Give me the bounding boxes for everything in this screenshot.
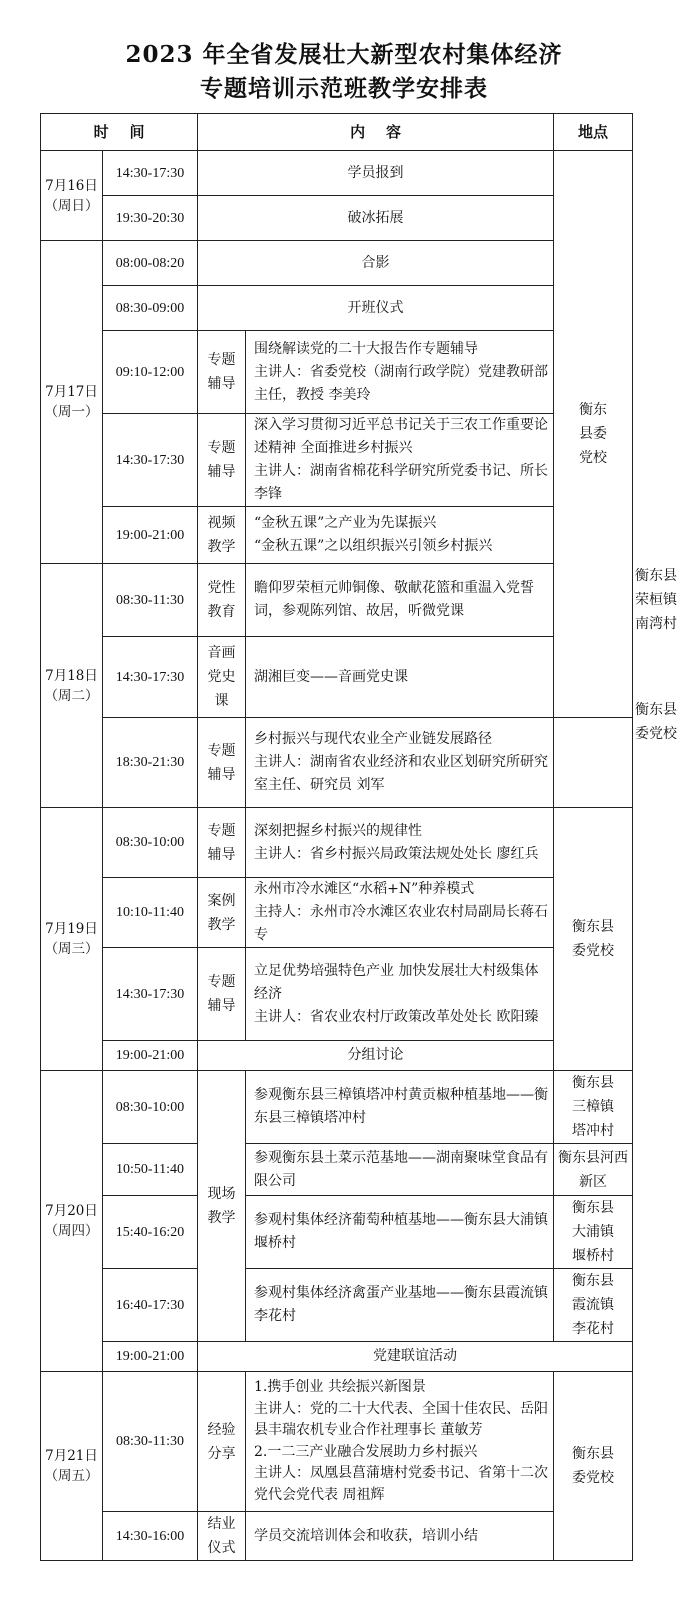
content-cell: 参观村集体经济葡萄种植基地——衡东县大浦镇堰桥村 — [246, 1196, 554, 1269]
time-cell: 10:50-11:40 — [103, 1144, 198, 1196]
content-cell: 乡村振兴与现代农业全产业链发展路径 主讲人：湖南省农业经济和农业区划研究所研究室主任、研究员 刘军 — [246, 718, 554, 808]
header-content: 内 容 — [198, 114, 554, 151]
content-cell: 深刻把握乡村振兴的规律性 主讲人：省乡村振兴局政策法规处处长 廖红兵 — [246, 808, 554, 878]
type-cell: 专题辅导 — [198, 808, 246, 878]
content-cell: 立足优势培强特色产业 加快发展壮大村级集体经济 主讲人：省农业农村厅政策改革处处长 欧阳臻 — [246, 948, 554, 1041]
type-cell: 结业仪式 — [198, 1512, 246, 1561]
time-cell: 08:30-11:30 — [103, 564, 198, 637]
time-cell: 09:10-12:00 — [103, 331, 198, 414]
time-cell: 19:30-20:30 — [103, 196, 198, 241]
time-cell: 18:30-21:30 — [103, 718, 198, 808]
content-cell: 学员交流培训体会和收获，培训小结 — [246, 1512, 554, 1561]
type-cell: 党性教育 — [198, 564, 246, 637]
day-cell: 7月19日 （周三） — [41, 808, 103, 1071]
time-cell: 19:00-21:00 — [103, 507, 198, 564]
day-cell: 7月18日 （周二） — [41, 564, 103, 808]
time-cell: 19:00-21:00 — [103, 1342, 198, 1372]
type-cell: 经验分享 — [198, 1372, 246, 1512]
time-cell: 19:00-21:00 — [103, 1041, 198, 1071]
day-cell: 7月21日 （周五） — [41, 1372, 103, 1561]
content-cell: 围绕解读党的二十大报告作专题辅导 主讲人：省委党校（湖南行政学院）党建教研部主任，教授 李美玲 — [246, 331, 554, 414]
time-cell: 08:30-10:00 — [103, 808, 198, 878]
day-cell: 7月17日 （周一） — [41, 241, 103, 564]
content-cell: 1.携手创业 共绘振兴新图景 主讲人：党的二十大代表、全国十佳农民、岳阳县丰瑞农机专业合作社理事长 董敏芳 2.一二三产业融合发展助力乡村振兴 主讲人：凤凰县菖蒲塘村党委书记、省第十二次党代会党代表 周祖辉 — [246, 1372, 554, 1512]
time-cell: 14:30-16:00 — [103, 1512, 198, 1561]
content-cell: 分组讨论 — [198, 1041, 554, 1071]
title-line-1: 2023 年全省发展壮大新型农村集体经济 — [125, 41, 563, 68]
content-cell: 湖湘巨变——音画党史课 — [246, 637, 554, 718]
time-cell: 15:40-16:20 — [103, 1196, 198, 1269]
time-cell: 10:10-11:40 — [103, 878, 198, 948]
type-cell: 专题辅导 — [198, 414, 246, 507]
header-location: 地点 — [554, 114, 633, 151]
content-cell: 学员报到 — [198, 151, 554, 196]
content-cell: 参观衡东县土菜示范基地——湖南聚味堂食品有限公司 — [246, 1144, 554, 1196]
content-cell: 合影 — [198, 241, 554, 286]
content-cell: 永州市冷水滩区“水稻+N”种养模式 主持人：永州市冷水滩区农业农村局副局长蒋石专 — [246, 878, 554, 948]
time-cell: 08:00-08:20 — [103, 241, 198, 286]
type-cell: 音画党史课 — [198, 637, 246, 718]
type-cell: 视频教学 — [198, 507, 246, 564]
time-cell: 14:30-17:30 — [103, 948, 198, 1041]
content-cell: 破冰拓展 — [198, 196, 554, 241]
time-cell: 14:30-17:30 — [103, 637, 198, 718]
location-cell: 衡东县霞流镇李花村 — [554, 1269, 633, 1342]
content-cell: 深入学习贯彻习近平总书记关于三农工作重要论述精神 全面推进乡村振兴 主讲人：湖南省棉花科学研究所党委书记、所长 李锋 — [246, 414, 554, 507]
time-cell: 08:30-09:00 — [103, 286, 198, 331]
day-cell: 7月20日 （周四） — [41, 1071, 103, 1372]
content-cell: 瞻仰罗荣桓元帅铜像、敬献花篮和重温入党誓词，参观陈列馆、故居，听微党课 — [246, 564, 554, 637]
schedule-table: 时 间 内 容 地点 7月16日 （周日） 14:30-17:30 学员报到 衡东县委党校 19:30-20:30 破冰拓展 7月17日 （周一） 08:00-08:20 合影 08:30-09:00 开班仪式 09:10-12:00 专题辅导 围绕解读党的二十大报告作专题辅导 主讲人：省委党校（湖南行政学院）党建教研部主任，教授 李美玲 14:30-17:30 专题辅导 深入学习贯彻习近平总书记关于三农工作重要论述精神 全面推进乡村振兴 主讲人：湖南省棉花科学研究所党委书记、所长 李锋 19:00-21:00 视频教学 “金秋五课”之产业为先谋振兴 “金秋五课”之以组织振兴引领乡村振兴 7月18日 （周二） 08:30-11:30 党性教育 瞻仰罗荣桓元帅铜像、敬献花篮和重温入党誓词，参观陈列馆、故居，听微党课 衡东县荣桓镇南湾村 14:30-17:30 音画党史课 湖湘巨变——音画党史课 衡东县委党校 18:30-21:30 专题辅导 乡村振兴与现代农业全产业链发展路径 主讲人：湖南省农业经济和农业区划研究所研究室主任、研究员 刘军 7月19日 （周三） 08:30-10:00 专题辅导 深刻把握乡村振兴的规律性 主讲人：省乡村振兴局政策法规处处长 廖红兵 衡东县委党校 10:10-11:40 案例教学 永州市冷水滩区“水稻+N”种养模式 主持人：永州市冷水滩区农业农村局副局长蒋石专 14:30-17:30 专题辅导 立足优势培强特色产业 加快发展壮大村级集体经济 主讲人：省农业农村厅政策改革处处长 欧阳臻 19:00-21:00 分组讨论 7月20日 （周四） 08:30-10:00 现场教学 参观衡东县三樟镇塔冲村黄贡椒种植基地——衡东县三樟镇塔冲村 衡东县三樟镇塔冲村 10:50-11:40 参观衡东县土菜示范基地——湖南聚味堂食品有限公司 衡东县河西新区 15:40-16:20 参观村集体经济葡萄种植基地——衡东县大浦镇堰桥村 衡东县大浦镇堰桥村 16:40-17:30 参观村集体经济禽蛋产业基地——衡东县霞流镇李花村 衡东县霞流镇李花村 19:00-21:00 党建联谊活动 7月21日 （周五） 08:30-11:30 经验分享 1.携手创业 共绘振兴新图景 主讲人：党的二十大代表、全国十佳农民、岳阳县丰瑞农机专业合作社理事长 董敏芳 2.一二三产业融合发展助力乡村振兴 主讲人：凤凰县菖蒲塘村党委书记、省第十二次党代会党代表 周祖辉 衡东县委党校 14:30-16:00 结业仪式 学员交流培训体会和收获，培训小结 — [40, 113, 633, 1561]
type-cell: 案例教学 — [198, 878, 246, 948]
time-cell: 08:30-10:00 — [103, 1071, 198, 1144]
content-cell: 参观村集体经济禽蛋产业基地——衡东县霞流镇李花村 — [246, 1269, 554, 1342]
title-line-2: 专题培训示范班教学安排表 — [200, 75, 488, 102]
type-cell: 专题辅导 — [198, 718, 246, 808]
location-cell: 衡东县委党校 — [554, 151, 633, 718]
content-cell: 党建联谊活动 — [198, 1342, 633, 1372]
time-cell: 08:30-11:30 — [103, 1372, 198, 1512]
location-cell: 衡东县委党校 — [554, 1372, 633, 1561]
location-cell: 衡东县三樟镇塔冲村 — [554, 1071, 633, 1144]
content-cell: “金秋五课”之产业为先谋振兴 “金秋五课”之以组织振兴引领乡村振兴 — [246, 507, 554, 564]
location-cell: 衡东县大浦镇堰桥村 — [554, 1196, 633, 1269]
day-cell: 7月16日 （周日） — [41, 151, 103, 241]
type-cell: 现场教学 — [198, 1071, 246, 1342]
time-cell: 16:40-17:30 — [103, 1269, 198, 1342]
content-cell: 开班仪式 — [198, 286, 554, 331]
header-time: 时 间 — [41, 114, 198, 151]
time-cell: 14:30-17:30 — [103, 414, 198, 507]
type-cell: 专题辅导 — [198, 948, 246, 1041]
type-cell: 专题辅导 — [198, 331, 246, 414]
location-cell: 衡东县委党校 — [554, 808, 633, 1071]
time-cell: 14:30-17:30 — [103, 151, 198, 196]
content-cell: 参观衡东县三樟镇塔冲村黄贡椒种植基地——衡东县三樟镇塔冲村 — [246, 1071, 554, 1144]
location-cell: 衡东县河西新区 — [554, 1144, 633, 1196]
